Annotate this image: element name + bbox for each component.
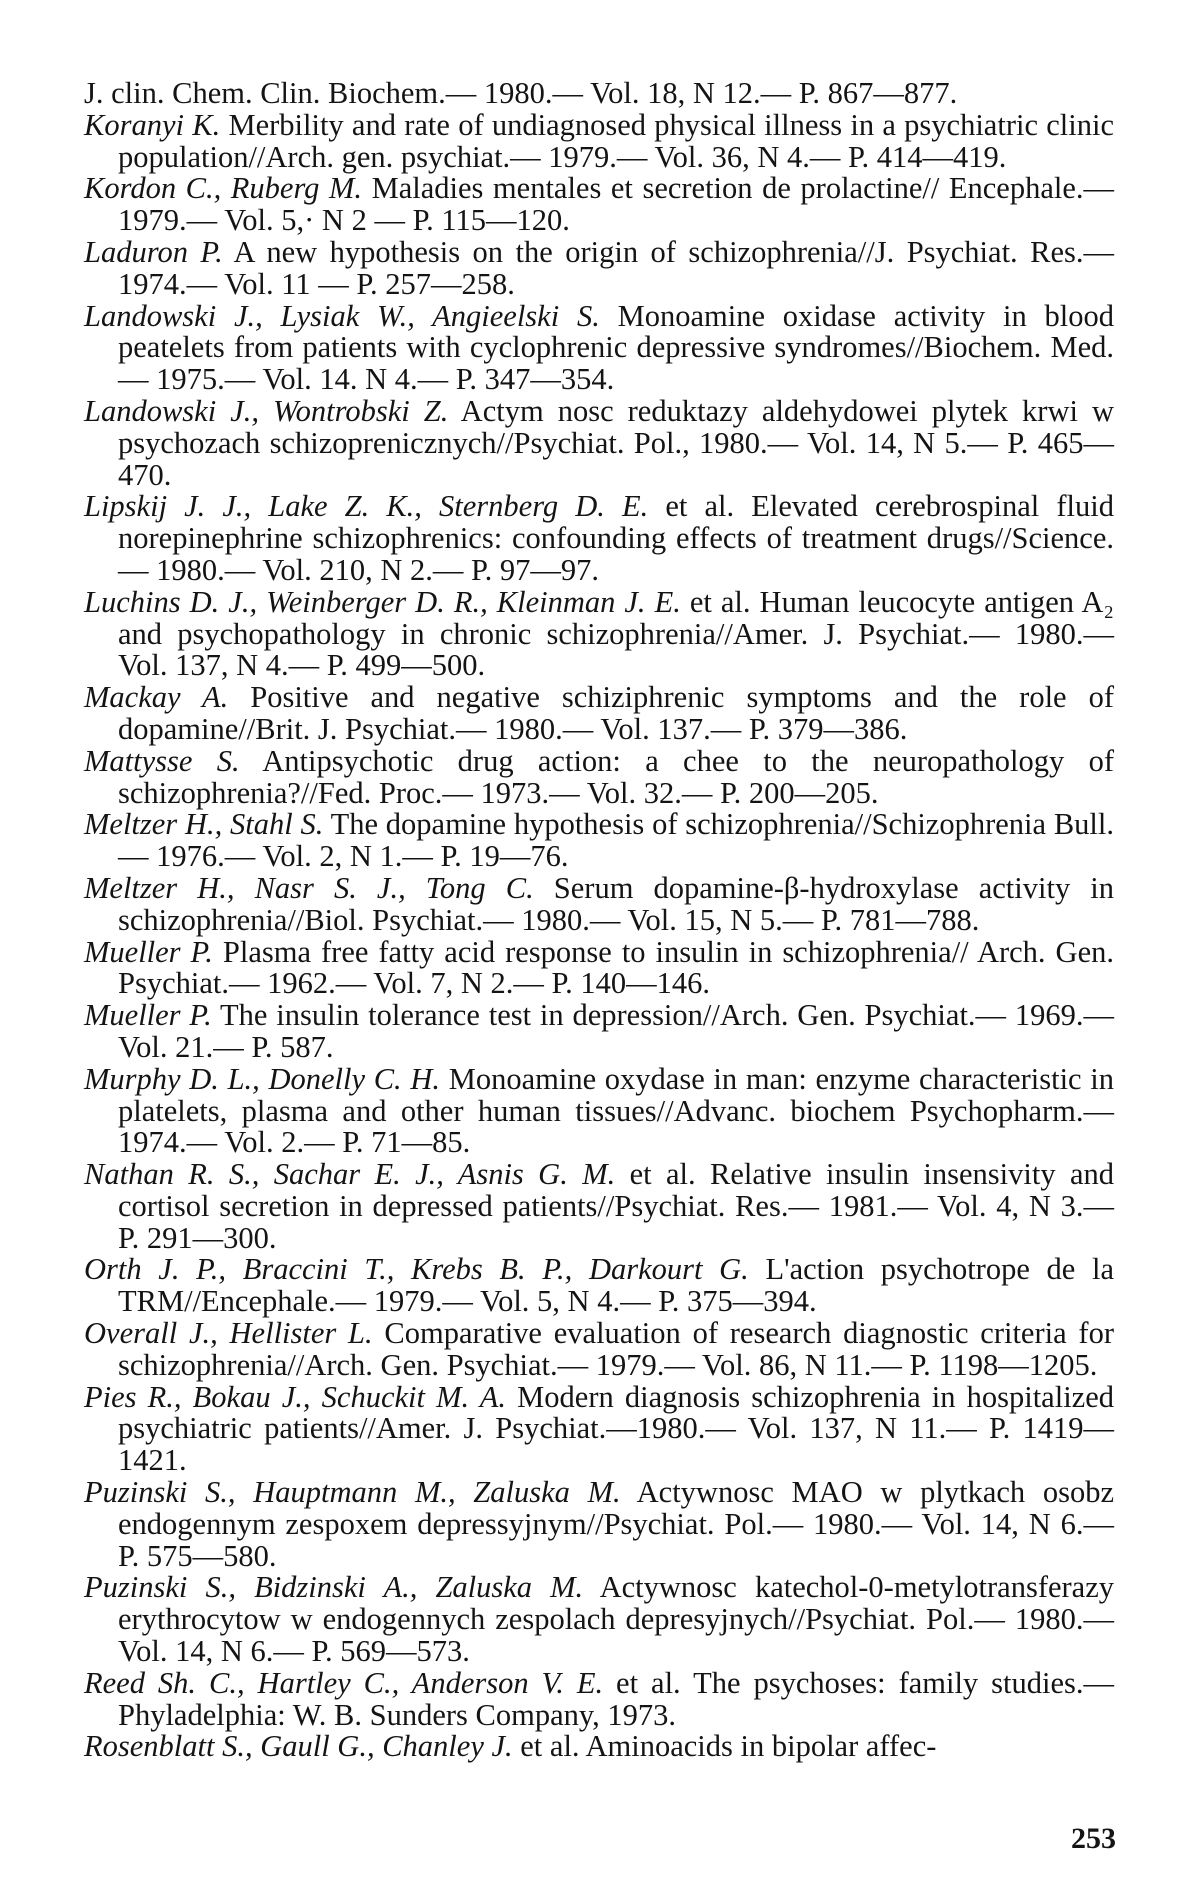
reference-list [84,78,1114,1763]
reference-text: Actywnosc MAO w plytkach osobz endogennym zespoxem depressyjnym//Psychiat. Pol.— 1980.— Vol. 14, N 6.— P. 575—580. [118,1475,1114,1573]
reference-authors: Orth J. P., Braccini T., Krebs B. P., Darkourt G. [84,1252,749,1287]
reference-text: et al. Relative insulin insensivity and cortisol secretion in depressed patients//Psychiat. Res.— 1981.— Vol. 4, N 3.— P. 291—300. [118,1157,1114,1255]
reference-authors: Lipskij J. J., Lake Z. K., Sternberg D. E. [84,489,649,524]
reference-entry [84,809,1114,873]
reference-entry [84,393,1115,492]
reference-entry [84,1379,1114,1478]
reference-text: et al. Human leucocyte antigen A₂ and psychopathology in chronic schizophrenia//Amer. J. Psychiat.— 1980.— Vol. 137, N 4.— P. 499—500. [118,584,1114,683]
reference-text: Maladies mentales et secretion de prolactine// Encephale.— 1979.— Vol. 5,· N 2 — P. 115—120. [118,171,1114,238]
reference-authors: Laduron P. [84,234,223,269]
reference-authors: Rosenblatt S., Gaull G., Chanley J. [84,1729,513,1764]
reference-authors: Puzinski S., Bidzinski A., Zaluska M. [84,1570,584,1605]
reference-text: et al. Elevated cerebrospinal fluid norepinephrine schizophrenics: confounding effects of treatment drugs//Science.— 1980.— Vol. 210, N 2.— P. 97—97. [118,489,1114,587]
reference-authors: Kordon C., Ruberg M. [84,171,363,206]
reference-authors: Pies R., Bokau J., Schuckit M. A. [84,1379,507,1414]
reference-entry [84,1159,1114,1254]
reference-entry [84,1000,1114,1064]
reference-authors: Koranyi K. [84,107,221,142]
reference-text: Plasma free fatty acid response to insulin in schizophrenia// Arch. Gen. Psychiat.— 1962.— Vol. 7, N 2.— P. 140—146. [118,934,1114,1001]
reference-text: Merbility and rate of undiagnosed physical illness in a psychiatric clinic population//Arch. gen. psychiat.— 1979.— Vol. 36, N 4.— P. 414—419. [118,107,1114,174]
reference-authors: Mackay A. [84,680,229,715]
reference-text: Actym nosc reduktazy aldehydowei plytek krwi w psychozach schizoprenicznych//Psychiat. Pol., 1980.— Vol. 14, N 5.— P. 465—470. [118,393,1115,492]
reference-entry [84,1061,1114,1160]
reference-authors: Murphy D. L., Donelly C. H. [84,1061,441,1096]
reference-entry [84,743,1114,810]
reference-entry [84,491,1114,586]
reference-text: Monoamine oxidase activity in blood peatelets from patients with cyclophrenic depressive syndromes//Biochem. Med.— 1975.— Vol. 14. N 4.— P. 347—354. [118,298,1114,397]
reference-entry [84,1665,1114,1732]
reference-text: The insulin tolerance test in depression//Arch. Gen. Psychiat.— 1969.— Vol. 21.— P. 587. [118,998,1114,1064]
reference-authors: Landowski J., Lysiak W., Angieelski S. [84,298,600,333]
reference-text: Actywnosc katechol-0-metylotransferazy erythrocytow w endogennych zespolach depresyjnych//Psychiat. Pol.— 1980.— Vol. 14, N 6.— P. 569—573. [118,1570,1114,1669]
reference-authors: Meltzer H., Stahl S. [84,807,324,842]
reference-text: J. clin. Chem. Clin. Biochem.— 1980.— Vol. 18, N 12.— P. 867—877. [84,76,958,110]
reference-authors: Mueller P. [84,934,213,969]
reference-text: Serum dopamine-β-hydroxylase activity in schizophrenia//Biol. Psychiat.— 1980.— Vol. 15, N 5.— P. 781—788. [118,870,1114,937]
reference-entry [84,1731,1114,1763]
reference-text: et al. Aminoacids in bipolar affec- [512,1729,937,1764]
reference-authors: Mueller P. [84,998,212,1033]
reference-text: Positive and negative schiziphrenic symptoms and the role of dopamine//Brit. J. Psychiat.— 1980.— Vol. 137.— P. 379—386. [118,680,1114,746]
reference-authors: Mattysse S. [84,743,240,778]
reference-text: A new hypothesis on the origin of schizophrenia//J. Psychiat. Res.— 1974.— Vol. 11 — P. 257—258. [118,234,1115,301]
reference-text: L'action psychotrope de la TRM//Encephale.— 1979.— Vol. 5, N 4.— P. 375—394. [118,1252,1114,1319]
reference-entry [84,78,1114,110]
reference-entry [84,1318,1114,1382]
reference-text: The dopamine hypothesis of schizophrenia//Schizophrenia Bull.— 1976.— Vol. 2, N 1.— P. 19—76. [118,807,1114,874]
reference-entry [84,107,1114,174]
reference-authors: Puzinski S., Hauptmann M., Zaluska M. [84,1475,621,1510]
reference-authors: Landowski J., Wontrobski Z. [84,393,449,428]
reference-entry [84,298,1114,397]
reference-entry [84,584,1114,683]
reference-entry [84,1572,1114,1667]
reference-text: et al. The psychoses: family studies.— Phyladelphia: W. B. Sunders Company, 1973. [118,1665,1114,1732]
reference-entry [84,870,1114,937]
reference-authors: Reed Sh. C., Hartley C., Anderson V. E. [84,1665,604,1700]
reference-entry [84,934,1114,1001]
reference-entry [84,682,1114,746]
reference-text: Monoamine oxydase in man: enzyme characteristic in platelets, plasma and other human tissues//Advanc. biochem Psychopharm.— 1974.— Vol. 2.— P. 71—85. [118,1061,1114,1160]
page-number: 253 [1071,1822,1116,1855]
reference-authors: Nathan R. S., Sachar E. J., Asnis G. M. [84,1157,616,1192]
reference-text: Antipsychotic drug action: a chee to the neuropathology of schizophrenia?//Fed. Proc.— 1973.— Vol. 32.— P. 200—205. [118,743,1114,810]
reference-entry [84,173,1114,237]
reference-entry [84,1254,1114,1318]
reference-authors: Luchins D. J., Weinberger D. R., Kleinman J. E. [84,584,681,619]
reference-entry [84,234,1115,301]
reference-authors: Meltzer H., Nasr S. J., Tong C. [84,870,534,905]
reference-authors: Overall J., Hellister L. [84,1316,373,1351]
reference-text: Modern diagnosis schizophrenia in hospitalized psychiatric patients//Amer. J. Psychiat.—1980.— Vol. 137, N 11.— P. 1419—1421. [118,1379,1114,1478]
reference-entry [84,1477,1114,1572]
reference-text: Comparative evaluation of research diagnostic criteria for schizophrenia//Arch. Gen. Psychiat.— 1979.— Vol. 86, N 11.— P. 1198—1205. [118,1316,1114,1382]
